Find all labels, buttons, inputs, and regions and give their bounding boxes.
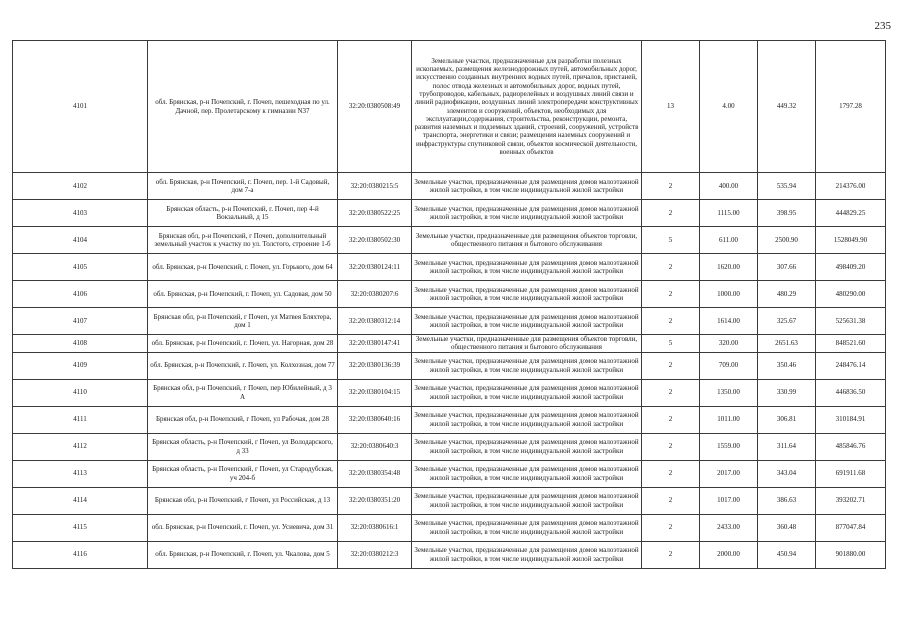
cadastral-value-cell: 498409.20 <box>816 254 886 281</box>
table-row <box>13 487 886 514</box>
row-number-cell: 4101 <box>13 41 148 173</box>
table-row <box>13 41 886 173</box>
area-cell: 320.00 <box>700 335 758 353</box>
row-number-cell: 4112 <box>13 433 148 460</box>
row-number-cell: 4106 <box>13 281 148 308</box>
cadastral-value-cell: 848521.60 <box>816 335 886 353</box>
group-cell: 2 <box>642 281 700 308</box>
row-number-cell: 4105 <box>13 254 148 281</box>
cadastral-value-cell: 444829.25 <box>816 200 886 227</box>
table-row <box>13 335 886 353</box>
specific-value-cell: 330.99 <box>758 379 816 406</box>
cadastral-value-cell: 310184.91 <box>816 406 886 433</box>
row-number-cell: 4111 <box>13 406 148 433</box>
area-cell: 2433.00 <box>700 514 758 541</box>
specific-value-cell: 360.48 <box>758 514 816 541</box>
address-cell: Брянская обл, р-н Почепский, г Почеп, ул Российская, д 13 <box>148 487 338 514</box>
table-row <box>13 460 886 487</box>
address-cell: Брянская обл, р-н Почепский, г Почеп, ул Рабочая, дом 28 <box>148 406 338 433</box>
cadastral-number-cell: 32:20:0380136:39 <box>338 352 412 379</box>
address-cell: обл. Брянская, р-н Почепский, г. Почеп, ул. Нагорная, дом 28 <box>148 335 338 353</box>
group-cell: 2 <box>642 514 700 541</box>
cadastral-number-cell: 32:20:0380104:15 <box>338 379 412 406</box>
area-cell: 400.00 <box>700 173 758 200</box>
address-cell: обл. Брянская, р-н Почепский, г. Почеп, ул. Усиевича, дом 31 <box>148 514 338 541</box>
area-cell: 2000.00 <box>700 541 758 568</box>
address-cell: обл. Брянская, р-н Почепский, г. Почеп, ул. Садовая, дом 50 <box>148 281 338 308</box>
cadastral-number-cell: 32:20:0380616:1 <box>338 514 412 541</box>
table-row <box>13 227 886 254</box>
table-row <box>13 514 886 541</box>
address-cell: обл. Брянская, р-н Почепский, г. Почеп, ул. Чкалова, дом 5 <box>148 541 338 568</box>
land-use-cell: Земельные участки, предназначенные для размещения объектов торговли, общественного питания и бытового обслуживания <box>412 227 642 254</box>
group-cell: 2 <box>642 541 700 568</box>
cadastral-number-cell: 32:20:0380124:11 <box>338 254 412 281</box>
row-number-cell: 4110 <box>13 379 148 406</box>
table-row <box>13 200 886 227</box>
cadastral-number-cell: 32:20:0380502:30 <box>338 227 412 254</box>
area-cell: 1620.00 <box>700 254 758 281</box>
land-use-cell: Земельные участки, предназначенные для размещения домов малоэтажной жилой застройки, в том числе индивидуальной жилой застройки <box>412 352 642 379</box>
area-cell: 611.00 <box>700 227 758 254</box>
area-cell: 2017.00 <box>700 460 758 487</box>
row-number-cell: 4104 <box>13 227 148 254</box>
cadastral-value-cell: 1797.28 <box>816 41 886 173</box>
specific-value-cell: 350.46 <box>758 352 816 379</box>
specific-value-cell: 450.94 <box>758 541 816 568</box>
table-row <box>13 281 886 308</box>
row-number-cell: 4116 <box>13 541 148 568</box>
area-cell: 1017.00 <box>700 487 758 514</box>
cadastral-value-cell: 248476.14 <box>816 352 886 379</box>
area-cell: 1011.00 <box>700 406 758 433</box>
land-use-cell: Земельные участки, предназначенные для размещения домов малоэтажной жилой застройки, в том числе индивидуальной жилой застройки <box>412 541 642 568</box>
table-row <box>13 254 886 281</box>
cadastral-value-cell: 485846.76 <box>816 433 886 460</box>
group-cell: 2 <box>642 406 700 433</box>
cadastral-value-cell: 691911.68 <box>816 460 886 487</box>
specific-value-cell: 449.32 <box>758 41 816 173</box>
cadastral-number-cell: 32:20:0380147:41 <box>338 335 412 353</box>
specific-value-cell: 2651.63 <box>758 335 816 353</box>
group-cell: 2 <box>642 379 700 406</box>
cadastral-value-cell: 901880.00 <box>816 541 886 568</box>
land-use-cell: Земельные участки, предназначенные для размещения домов малоэтажной жилой застройки, в том числе индивидуальной жилой застройки <box>412 200 642 227</box>
row-number-cell: 4108 <box>13 335 148 353</box>
row-number-cell: 4107 <box>13 308 148 335</box>
cadastral-value-cell: 393202.71 <box>816 487 886 514</box>
table-row <box>13 352 886 379</box>
row-number-cell: 4102 <box>13 173 148 200</box>
address-cell: Брянская обл, р-н Почепский, г Почеп, пер Юбилейный, д 3 А <box>148 379 338 406</box>
cadastral-number-cell: 32:20:0380212:3 <box>338 541 412 568</box>
cadastral-number-cell: 32:20:0380508:49 <box>338 41 412 173</box>
land-use-cell: Земельные участки, предназначенные для размещения домов малоэтажной жилой застройки, в том числе индивидуальной жилой застройки <box>412 254 642 281</box>
cadastral-number-cell: 32:20:0380207:6 <box>338 281 412 308</box>
group-cell: 2 <box>642 433 700 460</box>
group-cell: 13 <box>642 41 700 173</box>
group-cell: 2 <box>642 173 700 200</box>
group-cell: 2 <box>642 352 700 379</box>
specific-value-cell: 306.81 <box>758 406 816 433</box>
specific-value-cell: 386.63 <box>758 487 816 514</box>
cadastral-value-cell: 480290.00 <box>816 281 886 308</box>
address-cell: обл. Брянская, р-н Почепский, г. Почеп, пер. 1-й Садовый, дом 7-а <box>148 173 338 200</box>
cadastral-number-cell: 32:20:0380640:16 <box>338 406 412 433</box>
table-row <box>13 173 886 200</box>
area-cell: 4.00 <box>700 41 758 173</box>
cadastral-value-cell: 877047.84 <box>816 514 886 541</box>
table-row <box>13 379 886 406</box>
table-row <box>13 308 886 335</box>
group-cell: 2 <box>642 460 700 487</box>
land-use-cell: Земельные участки, предназначенные для размещения домов малоэтажной жилой застройки, в том числе индивидуальной жилой застройки <box>412 281 642 308</box>
area-cell: 709.00 <box>700 352 758 379</box>
registry-body <box>13 41 886 569</box>
group-cell: 5 <box>642 335 700 353</box>
cadastral-number-cell: 32:20:0380354:48 <box>338 460 412 487</box>
address-cell: Брянская обл, р-н Почепский, г Почеп, дополнительный земельный участок к участку по ул. Толстого, строение 1-б <box>148 227 338 254</box>
land-use-cell: Земельные участки, предназначенные для размещения домов малоэтажной жилой застройки, в том числе индивидуальной жилой застройки <box>412 460 642 487</box>
land-use-cell: Земельные участки, предназначенные для разработки полезных ископаемых, размещения железнодорожных путей, автомобильных дорог, искусственно созданных внутренних водных путей, причалов, пристаней, полос отвода железных и автомобильных дорог, водных путей, трубопроводов, кабельных, радиорелейных и воздушных линий связи и линий радиофикации, воздушных линий электропередачи конструктивных элементов и сооружений, объектов, необходимых для эксплуатации,содержания, строительства, реконструкции, ремонта, развития наземных и подземных зданий, строений, сооружений, устройств транспорта, энергетики и связи; размещения наземных сооружений и инфраструктуры спутниковой связи, объектов космической деятельности, военных объектов <box>412 41 642 173</box>
specific-value-cell: 480.29 <box>758 281 816 308</box>
table-row <box>13 541 886 568</box>
address-cell: Брянская область, р-н Почепский, г. Почеп, пер 4-й Вокзальный, д 15 <box>148 200 338 227</box>
land-use-cell: Земельные участки, предназначенные для размещения домов малоэтажной жилой застройки, в том числе индивидуальной жилой застройки <box>412 379 642 406</box>
address-cell: обл. Брянская, р-н Почепский, г. Почеп, ул. Горького, дом 64 <box>148 254 338 281</box>
cadastral-number-cell: 32:20:0380312:14 <box>338 308 412 335</box>
land-use-cell: Земельные участки, предназначенные для размещения домов малоэтажной жилой застройки, в том числе индивидуальной жилой застройки <box>412 308 642 335</box>
page-number: 235 <box>874 20 891 32</box>
specific-value-cell: 535.94 <box>758 173 816 200</box>
cadastral-value-cell: 525631.38 <box>816 308 886 335</box>
cadastral-value-cell: 1528049.90 <box>816 227 886 254</box>
area-cell: 1115.00 <box>700 200 758 227</box>
land-use-cell: Земельные участки, предназначенные для размещения домов малоэтажной жилой застройки, в том числе индивидуальной жилой застройки <box>412 433 642 460</box>
address-cell: обл. Брянская, р-н Почепский, г. Почеп, пешеходная по ул. Дачной, пер. Пролетарскому к гимназии N37 <box>148 41 338 173</box>
group-cell: 2 <box>642 200 700 227</box>
row-number-cell: 4103 <box>13 200 148 227</box>
land-use-cell: Земельные участки, предназначенные для размещения домов малоэтажной жилой застройки, в том числе индивидуальной жилой застройки <box>412 406 642 433</box>
group-cell: 5 <box>642 227 700 254</box>
group-cell: 2 <box>642 308 700 335</box>
row-number-cell: 4114 <box>13 487 148 514</box>
table-row <box>13 406 886 433</box>
land-use-cell: Земельные участки, предназначенные для размещения домов малоэтажной жилой застройки, в том числе индивидуальной жилой застройки <box>412 173 642 200</box>
cadastral-number-cell: 32:20:0380522:25 <box>338 200 412 227</box>
row-number-cell: 4115 <box>13 514 148 541</box>
group-cell: 2 <box>642 487 700 514</box>
area-cell: 1559.00 <box>700 433 758 460</box>
registry-table <box>12 40 886 569</box>
specific-value-cell: 307.66 <box>758 254 816 281</box>
address-cell: Брянская область, р-н Почепский, г Почеп, ул Стародубская, уч 204-б <box>148 460 338 487</box>
specific-value-cell: 2500.90 <box>758 227 816 254</box>
row-number-cell: 4109 <box>13 352 148 379</box>
cadastral-number-cell: 32:20:0380351:20 <box>338 487 412 514</box>
group-cell: 2 <box>642 254 700 281</box>
row-number-cell: 4113 <box>13 460 148 487</box>
address-cell: Брянская область, р-н Почепский, г Почеп, ул Володарского, д 33 <box>148 433 338 460</box>
area-cell: 1000.00 <box>700 281 758 308</box>
specific-value-cell: 398.95 <box>758 200 816 227</box>
land-use-cell: Земельные участки, предназначенные для размещения домов малоэтажной жилой застройки, в том числе индивидуальной жилой застройки <box>412 487 642 514</box>
cadastral-value-cell: 214376.00 <box>816 173 886 200</box>
cadastral-number-cell: 32:20:0380215:5 <box>338 173 412 200</box>
specific-value-cell: 343.04 <box>758 460 816 487</box>
cadastral-value-cell: 446836.50 <box>816 379 886 406</box>
table-row <box>13 433 886 460</box>
area-cell: 1614.00 <box>700 308 758 335</box>
land-use-cell: Земельные участки, предназначенные для размещения домов малоэтажной жилой застройки, в том числе индивидуальной жилой застройки <box>412 514 642 541</box>
cadastral-number-cell: 32:20:0380640:3 <box>338 433 412 460</box>
address-cell: обл. Брянская, р-н Почепский, г. Почеп, ул. Колхозная, дом 77 <box>148 352 338 379</box>
area-cell: 1350.00 <box>700 379 758 406</box>
specific-value-cell: 311.64 <box>758 433 816 460</box>
address-cell: Брянская обл, р-н Почепский, г Почеп, ул Матвея Бляхтера, дом 1 <box>148 308 338 335</box>
specific-value-cell: 325.67 <box>758 308 816 335</box>
land-use-cell: Земельные участки, предназначенные для размещения объектов торговли, общественного питания и бытового обслуживания <box>412 335 642 353</box>
